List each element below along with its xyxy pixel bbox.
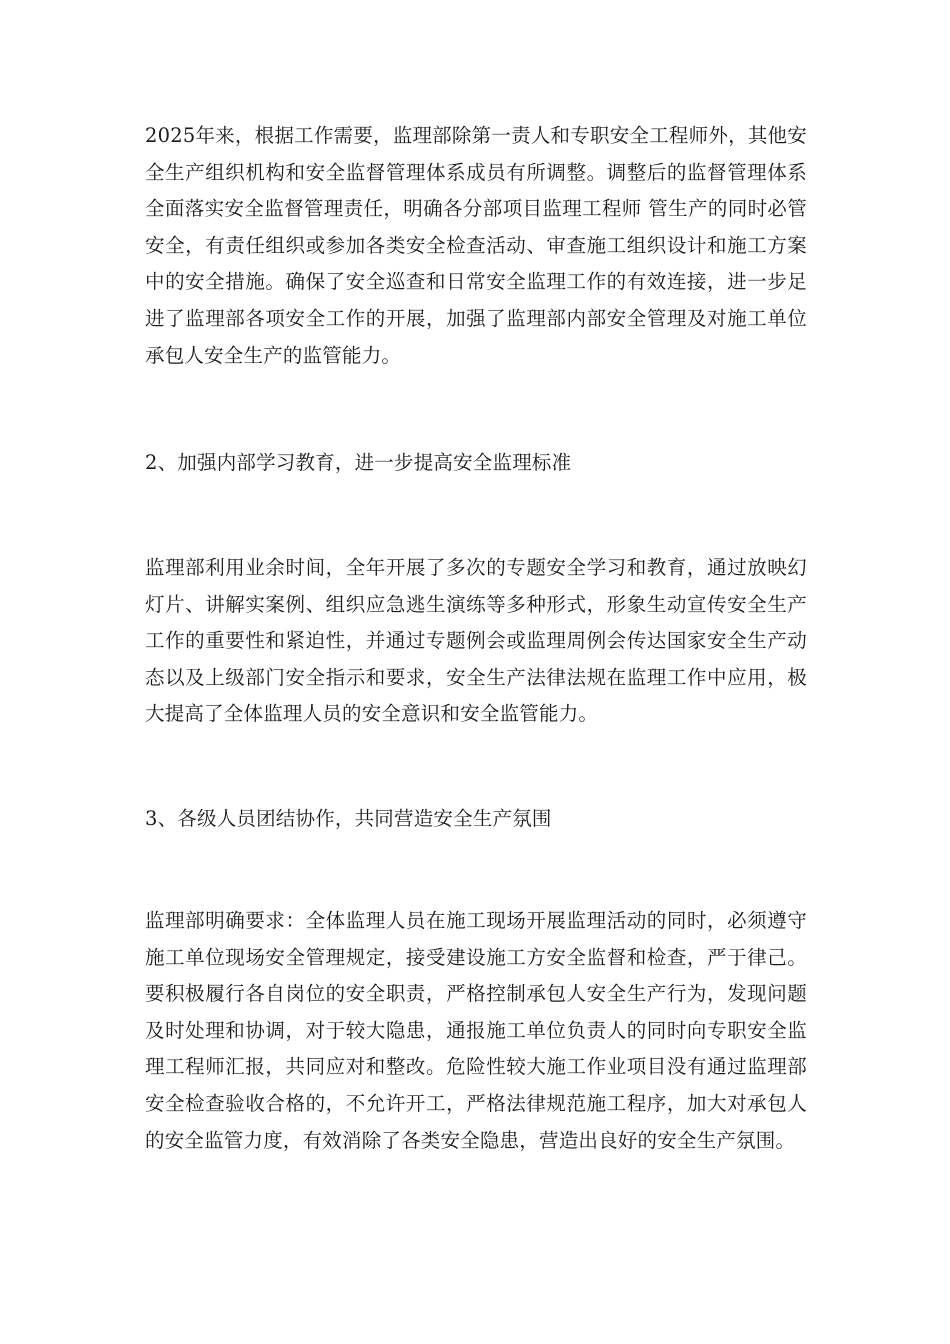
body-paragraph-personnel-adjustment: 2025年来，根据工作需要，监理部除第一责人和专职安全工程师外，其他安全生产组织机构和安全监督管理体系成员有所调整。调整后的监督管理体系全面落实安全监督管理责任，明确各分部项目监理工程师 管生产的同时必管安全，有责任组织或参加各类安全检查活动、审查施工组织设计和施工方案中的安全措施。确保了安全巡查和日常安全监理工作的有效连接，进一步足进了监理部各项安全工作的开展，加强了监理部内部安全管理及对施工单位承包人安全生产的监管能力。 <box>145 124 807 367</box>
body-paragraph-safety-training: 监理部利用业余时间，全年开展了多次的专题安全学习和教育，通过放映幻灯片、讲解实案例、组织应急逃生演练等多种形式，形象生动宣传安全生产工作的重要性和紧迫性，并通过专题例会或监理周例会传达国家安全生产动态以及上级部门安全指示和要求，安全生产法律法规在监理工作中应用，极大提高了全体监理人员的安全意识和安全监管能力。 <box>145 556 807 726</box>
body-paragraph-site-requirements: 监理部明确要求：全体监理人员在施工现场开展监理活动的同时，必须遵守施工单位现场安全管理规定，接受建设施工方安全监督和检查，严于律己。要积极履行各自岗位的安全职责，严格控制承包人安全生产行为，发现问题及时处理和协调，对于较大隐患，通报施工单位负责人的同时向专职安全监理工程师汇报，共同应对和整改。危险性较大施工作业项目没有通过监理部安全检查验收合格的，不允许开工，严格法律规范施工程序，加大对承包人的安全监管力度，有效消除了各类安全隐患，营造出良好的安全生产氛围。 <box>145 909 807 1152</box>
section-heading-internal-education: 2、加强内部学习教育，进一步提高安全监理标准 <box>145 451 572 474</box>
section-heading-team-cooperation: 3、各级人员团结协作，共同营造安全生产氛围 <box>145 807 552 830</box>
